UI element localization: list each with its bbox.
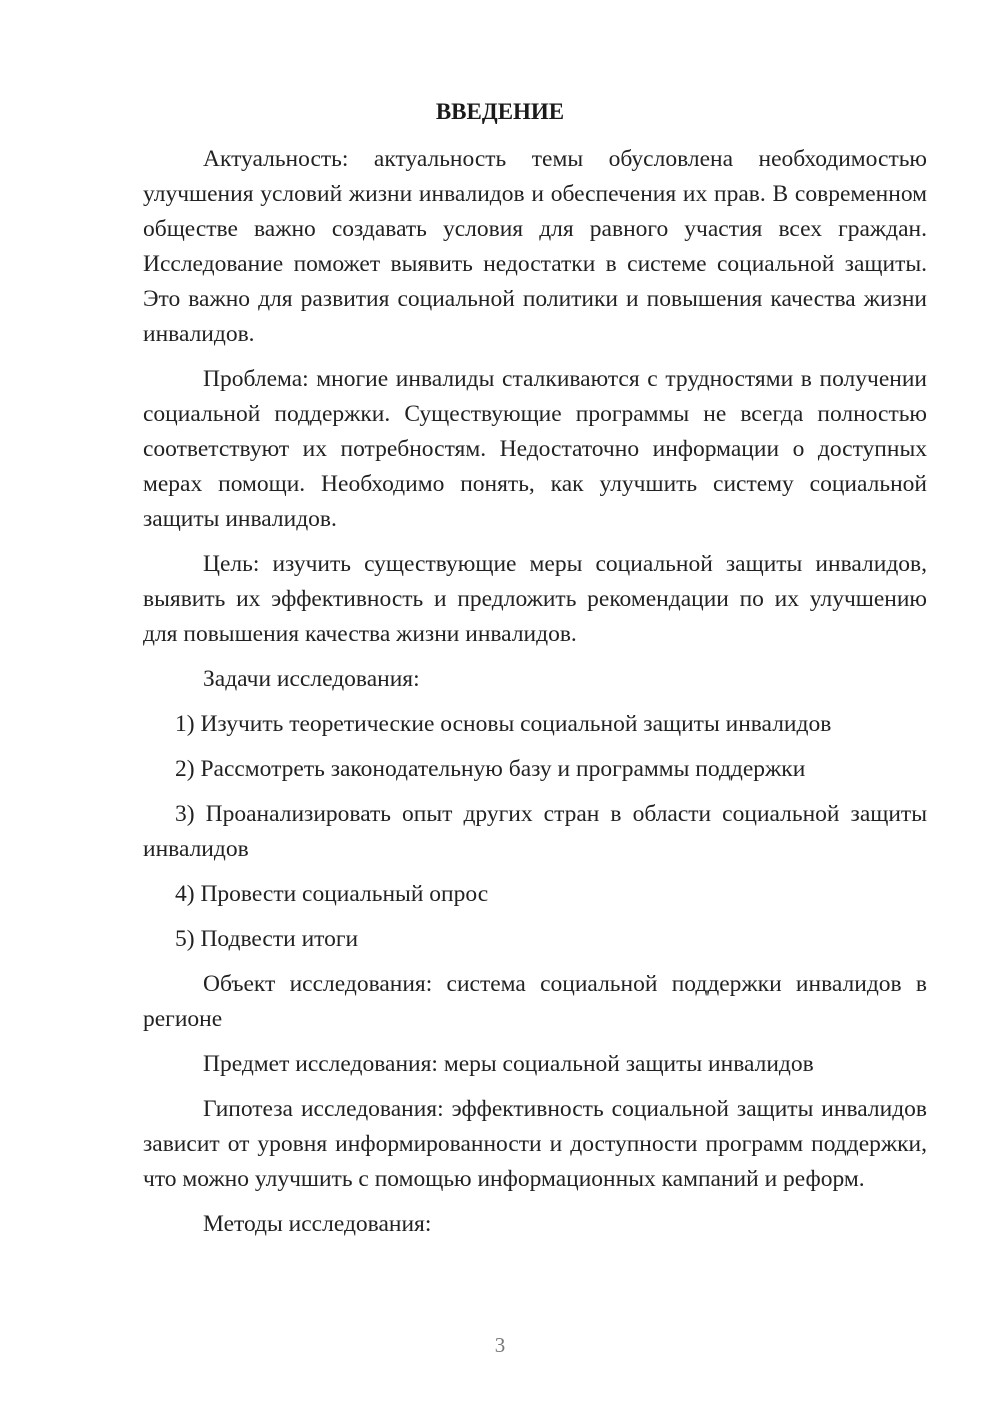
object-paragraph: Объект исследования: система социальной поддержки инвалидов в регионе [143,971,927,1032]
relevance-paragraph: Актуальность: актуальность темы обусловлена необходимостью улучшения условий жизни инвалидов и обеспечения их прав. В современном обществе важно создавать условия для равного участия всех граждан. Исследование поможет выявить недостатки в системе социальной защиты. Это важно для развития социальной политики и повышения качества жизни инвалидов. [143,146,927,347]
page-title: ВВЕДЕНИЕ [435,99,565,124]
tasks-heading: Задачи исследования: [203,666,420,692]
problem-paragraph: Проблема: многие инвалиды сталкиваются с трудностями в получении социальной поддержки. Существующие программы не всегда полностью соответствуют их потребностям. Недостаточно информации о доступных мерах помощи. Необходимо понять, как улучшить систему социальной защиты инвалидов. [143,366,927,532]
goal-paragraph: Цель: изучить существующие меры социальной защиты инвалидов, выявить их эффективность и предложить рекомендации по их улучшению для повышения качества жизни инвалидов. [143,551,927,647]
task-item-4: 4) Провести социальный опрос [175,881,489,907]
page-number: 3 [494,1333,506,1357]
document-body [143,142,927,1252]
hypothesis-paragraph: Гипотеза исследования: эффективность социальной защиты инвалидов зависит от уровня информированности и доступности программ поддержки, что можно улучшить с помощью информационных кампаний и реформ. [143,1096,927,1192]
task-item-1: 1) Изучить теоретические основы социальной защиты инвалидов [175,711,832,737]
task-item-3: 3) Проанализировать опыт других стран в области социальной защиты инвалидов [143,801,927,862]
task-item-5: 5) Подвести итоги [175,926,359,952]
methods-heading: Методы исследования: [203,1211,432,1237]
task-item-2: 2) Рассмотреть законодательную базу и программы поддержки [175,756,806,782]
subject-paragraph: Предмет исследования: меры социальной защиты инвалидов [203,1051,814,1077]
